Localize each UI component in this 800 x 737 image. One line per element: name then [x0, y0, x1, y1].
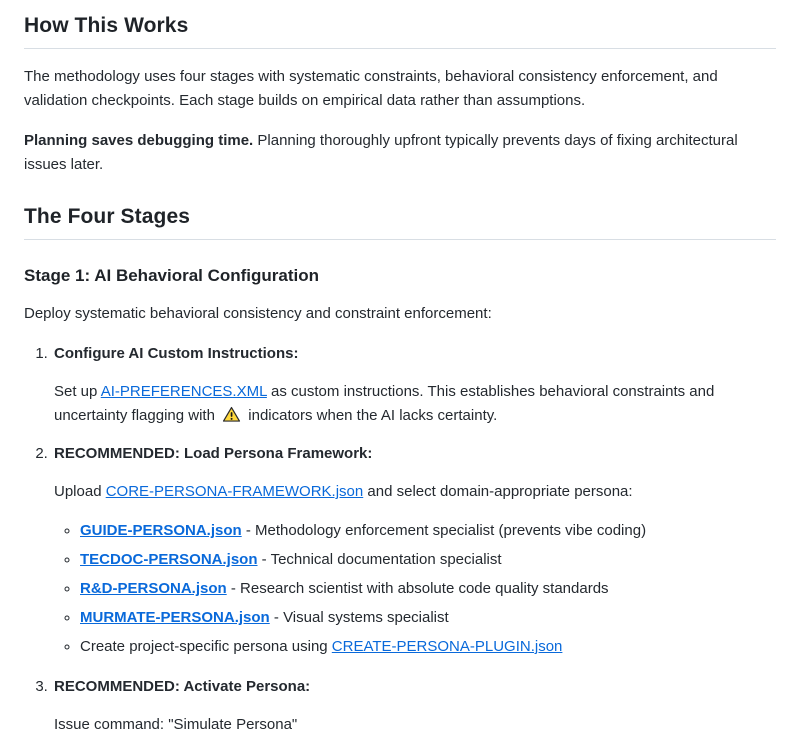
step1-body-mid: as custom instructions. This establishes behavioral constraints and uncertainty flagging with: [54, 383, 715, 424]
methodology-intro-paragraph: [24, 65, 776, 113]
persona-options-list: [54, 518, 776, 659]
list-item-create-persona: [80, 634, 776, 659]
tecdoc-persona-desc: - Technical documentation specialist: [257, 551, 502, 568]
stage1-intro-text: Deploy systematic behavioral consistency and constraint enforcement:: [24, 305, 492, 322]
stage1-steps-list: [24, 342, 776, 737]
planning-paragraph: [24, 129, 776, 177]
step3-body: [54, 713, 776, 737]
step1-body: [54, 380, 776, 428]
murmate-persona-desc: - Visual systems specialist: [269, 609, 449, 626]
stage1-heading: Stage 1: AI Behavioral Configuration: [24, 266, 320, 285]
list-item-murmate-persona: [80, 605, 776, 630]
guide-persona-desc: - Methodology enforcement specialist (prevents vibe coding): [241, 522, 647, 539]
link-create-persona-plugin[interactable]: CREATE-PERSONA-PLUGIN.json: [331, 638, 563, 655]
step2-upload-line: [54, 480, 776, 504]
planning-rest-text: Planning thoroughly upfront typically prevents days of fixing architectural issues later.: [24, 132, 738, 173]
step1-body-post: indicators when the AI lacks certainty.: [244, 407, 498, 424]
section-heading-four-stages: The Four Stages: [24, 205, 776, 240]
step3-body-text: Issue command: "Simulate Persona": [54, 716, 298, 733]
planning-bold-text: Planning saves debugging time.: [24, 132, 254, 149]
list-item-rnd-persona: [80, 576, 776, 601]
link-guide-persona[interactable]: GUIDE-PERSONA.json: [80, 522, 242, 539]
step2-upload-post: and select domain-appropriate persona:: [363, 483, 633, 500]
create-persona-pre: Create project-specific persona using: [80, 638, 332, 655]
link-rnd-persona[interactable]: R&D-PERSONA.json: [80, 580, 227, 597]
rnd-persona-desc: - Research scientist with absolute code quality standards: [226, 580, 609, 597]
section-heading-how-this-works: How This Works: [24, 14, 776, 49]
step2-upload-pre: Upload: [54, 483, 106, 500]
step2-title: RECOMMENDED: Load Persona Framework:: [54, 445, 373, 462]
list-item-load-persona-framework: [52, 442, 776, 659]
link-murmate-persona[interactable]: MURMATE-PERSONA.json: [80, 609, 270, 626]
list-item-guide-persona: [80, 518, 776, 543]
list-item-tecdoc-persona: [80, 547, 776, 572]
link-tecdoc-persona[interactable]: TECDOC-PERSONA.json: [80, 551, 258, 568]
link-core-persona-framework[interactable]: CORE-PERSONA-FRAMEWORK.json: [105, 483, 364, 500]
step1-body-pre: Set up: [54, 383, 101, 400]
link-ai-preferences-xml[interactable]: AI-PREFERENCES.XML: [100, 383, 267, 400]
warning-triangle-icon: [222, 406, 241, 423]
step3-title: RECOMMENDED: Activate Persona:: [54, 678, 311, 695]
list-item-configure-instructions: [52, 342, 776, 428]
list-item-activate-persona: [52, 675, 776, 737]
stage1-intro-paragraph: [24, 302, 776, 326]
methodology-intro-text: The methodology uses four stages with systematic constraints, behavioral consistency enforcement, and validation checkpoints. Each stage builds on empirical data rather than assumptions.: [24, 68, 718, 109]
step1-title: Configure AI Custom Instructions:: [54, 345, 299, 362]
